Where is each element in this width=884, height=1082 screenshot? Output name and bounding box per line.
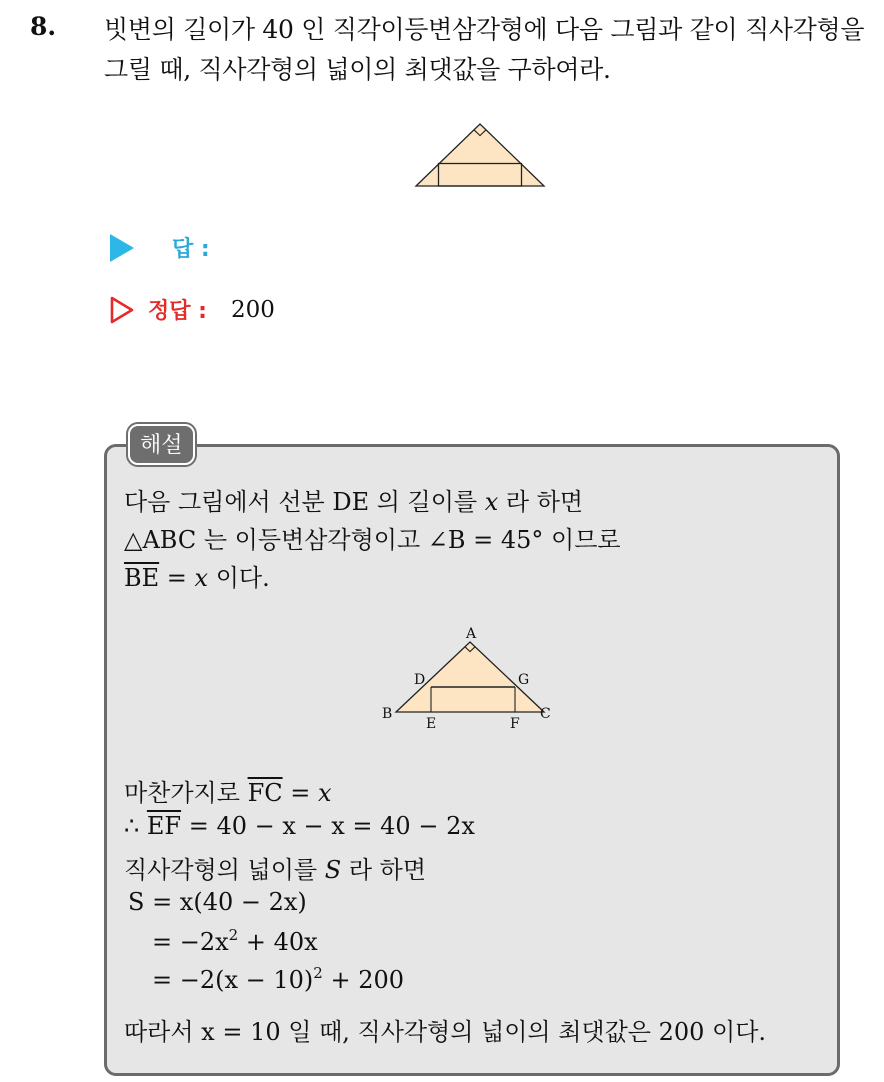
question-number: 8. [30, 12, 57, 41]
segment-be: $\overline{BE}$ [124, 564, 160, 592]
var-x: x [194, 564, 209, 592]
label-b: B [382, 706, 393, 722]
text: = −2x [152, 928, 229, 956]
text: = 40 − x − x = 40 − 2x [181, 812, 475, 840]
text: ∴ [124, 812, 147, 840]
text: = [159, 564, 195, 592]
label-c: C [540, 706, 551, 722]
text: 마찬가지로 [124, 779, 248, 807]
solution-line-2: △ABC 는 이등변삼각형이고 ∠B = 45° 이므로 [124, 526, 621, 554]
text: 라 하면 [341, 856, 426, 884]
superscript: 2 [313, 964, 323, 982]
text: = −2(x − 10) [152, 966, 314, 994]
solution-line-10: 따라서 x = 10 일 때, 직사각형의 넓이의 최댓값은 200 이다. [124, 1018, 767, 1046]
solution-line-1 [124, 482, 583, 517]
label-f: F [510, 716, 520, 732]
solution-line-4 [124, 773, 332, 808]
text: 직사각형의 넓이를 [124, 856, 325, 884]
question-text: 빗변의 길이가 40 인 직각이등변삼각형에 다음 그림과 같이 직사각형을 그릴 때, 직사각형의 넓이의 최댓값을 구하여라. [104, 15, 865, 84]
solution-line-8 [152, 926, 318, 956]
text: 다음 그림에서 선분 DE 의 길이를 [124, 488, 485, 516]
key-answer-row [110, 294, 275, 325]
var-x: x [317, 779, 332, 807]
text: 이다. [208, 564, 270, 592]
key-answer-label: 정답 : [148, 299, 207, 324]
text: + 40x [238, 928, 318, 956]
solution-tag: 해설 [128, 424, 195, 465]
label-a: A [466, 626, 477, 642]
label-e: E [426, 716, 437, 732]
outline-arrow-icon [110, 296, 134, 324]
var-s: S [324, 856, 342, 884]
solution-line-3 [124, 558, 270, 593]
question-figure [410, 118, 550, 192]
segment-fc: $\overline{FC}$ [247, 779, 283, 807]
solution-line-6 [124, 850, 426, 885]
text: + 200 [322, 966, 405, 994]
label-g: G [518, 672, 530, 688]
label-d: D [414, 672, 426, 688]
solution-line-7: S = x(40 − 2x) [128, 888, 307, 916]
superscript: 2 [228, 926, 239, 944]
var-x: x [484, 488, 499, 516]
triangle [416, 124, 544, 186]
solution-line-5 [124, 812, 475, 840]
solution-line-9 [152, 964, 404, 994]
play-arrow-icon [110, 234, 134, 262]
answer-label: 답 : [172, 237, 210, 262]
segment-ef: $\overline{EF}$ [146, 812, 182, 840]
key-answer-value: 200 [230, 296, 275, 323]
text: = [282, 779, 318, 807]
answer-row [110, 232, 210, 263]
text: 라 하면 [498, 488, 584, 516]
solution-figure [380, 624, 560, 736]
